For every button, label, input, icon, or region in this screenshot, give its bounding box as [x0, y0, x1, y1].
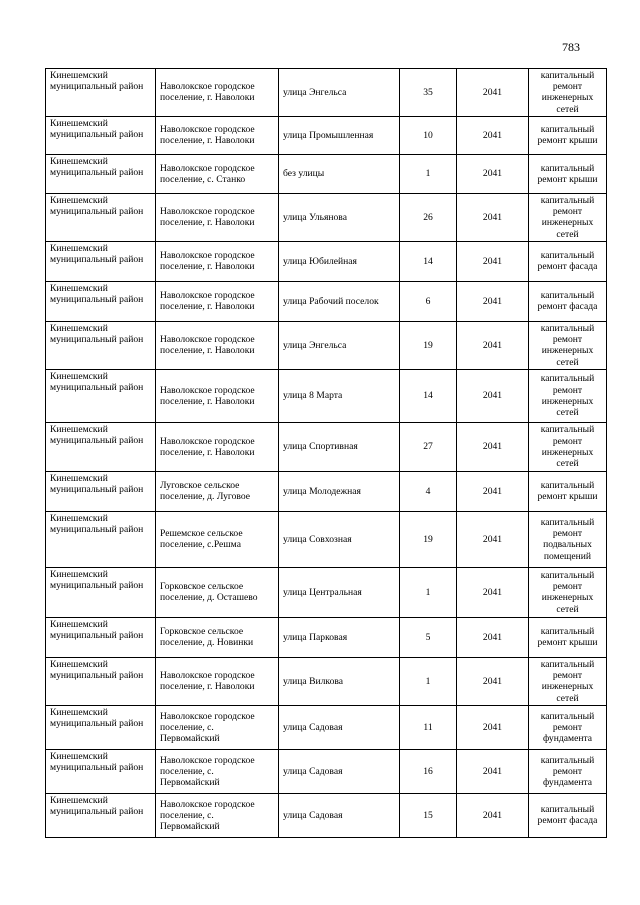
- table-row: [46, 281, 607, 321]
- street-cell: улица Центральная: [279, 567, 400, 617]
- house-number-cell: 5: [400, 617, 457, 657]
- house-number-cell: 1: [400, 657, 457, 705]
- district-cell: Кинешемский муниципальный район: [46, 154, 156, 193]
- year-cell: 2041: [457, 116, 529, 154]
- year-cell: 2041: [457, 471, 529, 511]
- house-number-cell: 35: [400, 69, 457, 117]
- settlement-cell: Наволокское городское поселение, г. Наволоки: [156, 69, 279, 117]
- street-cell: улица 8 Марта: [279, 369, 400, 422]
- year-cell: 2041: [457, 193, 529, 241]
- district-cell: Кинешемский муниципальный район: [46, 422, 156, 471]
- table-row: [46, 705, 607, 749]
- year-cell: 2041: [457, 749, 529, 793]
- settlement-cell: Наволокское городское поселение, г. Наволоки: [156, 116, 279, 154]
- work-type-cell: капитальный ремонт фасада: [529, 793, 607, 837]
- district-cell: Кинешемский муниципальный район: [46, 321, 156, 369]
- street-cell: улица Садовая: [279, 749, 400, 793]
- district-cell: Кинешемский муниципальный район: [46, 749, 156, 793]
- work-type-cell: капитальный ремонт фундамента: [529, 705, 607, 749]
- year-cell: 2041: [457, 321, 529, 369]
- table-row: [46, 567, 607, 617]
- district-cell: Кинешемский муниципальный район: [46, 369, 156, 422]
- table-row: [46, 193, 607, 241]
- district-cell: Кинешемский муниципальный район: [46, 471, 156, 511]
- table-row: [46, 617, 607, 657]
- house-number-cell: 27: [400, 422, 457, 471]
- settlement-cell: Горковское сельское поселение, д. Осташево: [156, 567, 279, 617]
- work-type-cell: капитальный ремонт подвальных помещений: [529, 511, 607, 567]
- house-number-cell: 19: [400, 511, 457, 567]
- table-row: [46, 511, 607, 567]
- registry-table: [45, 68, 607, 838]
- street-cell: улица Энгельса: [279, 69, 400, 117]
- settlement-cell: Наволокское городское поселение, г. Наволоки: [156, 369, 279, 422]
- district-cell: Кинешемский муниципальный район: [46, 511, 156, 567]
- street-cell: улица Рабочий поселок: [279, 281, 400, 321]
- table-row: [46, 154, 607, 193]
- work-type-cell: капитальный ремонт фасада: [529, 241, 607, 281]
- registry-table-body: [46, 69, 607, 838]
- district-cell: Кинешемский муниципальный район: [46, 69, 156, 117]
- year-cell: 2041: [457, 793, 529, 837]
- work-type-cell: капитальный ремонт крыши: [529, 617, 607, 657]
- settlement-cell: Наволокское городское поселение, г. Наволоки: [156, 281, 279, 321]
- house-number-cell: 6: [400, 281, 457, 321]
- table-row: [46, 241, 607, 281]
- district-cell: Кинешемский муниципальный район: [46, 567, 156, 617]
- street-cell: улица Садовая: [279, 705, 400, 749]
- street-cell: без улицы: [279, 154, 400, 193]
- year-cell: 2041: [457, 657, 529, 705]
- street-cell: улица Юбилейная: [279, 241, 400, 281]
- work-type-cell: капитальный ремонт фундамента: [529, 749, 607, 793]
- house-number-cell: 11: [400, 705, 457, 749]
- house-number-cell: 26: [400, 193, 457, 241]
- year-cell: 2041: [457, 281, 529, 321]
- settlement-cell: Луговское сельское поселение, д. Луговое: [156, 471, 279, 511]
- page-number: 783: [562, 40, 580, 54]
- settlement-cell: Наволокское городское поселение, с. Первомайский: [156, 793, 279, 837]
- year-cell: 2041: [457, 422, 529, 471]
- settlement-cell: Наволокское городское поселение, г. Наволоки: [156, 321, 279, 369]
- work-type-cell: капитальный ремонт крыши: [529, 471, 607, 511]
- settlement-cell: Наволокское городское поселение, г. Наволоки: [156, 657, 279, 705]
- house-number-cell: 19: [400, 321, 457, 369]
- district-cell: Кинешемский муниципальный район: [46, 617, 156, 657]
- district-cell: Кинешемский муниципальный район: [46, 281, 156, 321]
- settlement-cell: Наволокское городское поселение, с. Первомайский: [156, 705, 279, 749]
- settlement-cell: Горковское сельское поселение, д. Новинки: [156, 617, 279, 657]
- settlement-cell: Решемское сельское поселение, с.Решма: [156, 511, 279, 567]
- year-cell: 2041: [457, 705, 529, 749]
- year-cell: 2041: [457, 511, 529, 567]
- street-cell: улица Парковая: [279, 617, 400, 657]
- work-type-cell: капитальный ремонт фасада: [529, 281, 607, 321]
- table-row: [46, 321, 607, 369]
- year-cell: 2041: [457, 154, 529, 193]
- work-type-cell: капитальный ремонт инженерных сетей: [529, 193, 607, 241]
- house-number-cell: 4: [400, 471, 457, 511]
- work-type-cell: капитальный ремонт крыши: [529, 116, 607, 154]
- street-cell: улица Энгельса: [279, 321, 400, 369]
- work-type-cell: капитальный ремонт инженерных сетей: [529, 567, 607, 617]
- district-cell: Кинешемский муниципальный район: [46, 116, 156, 154]
- year-cell: 2041: [457, 241, 529, 281]
- district-cell: Кинешемский муниципальный район: [46, 241, 156, 281]
- work-type-cell: капитальный ремонт крыши: [529, 154, 607, 193]
- table-row: [46, 471, 607, 511]
- district-cell: Кинешемский муниципальный район: [46, 705, 156, 749]
- house-number-cell: 16: [400, 749, 457, 793]
- district-cell: Кинешемский муниципальный район: [46, 657, 156, 705]
- table-row: [46, 69, 607, 117]
- district-cell: Кинешемский муниципальный район: [46, 193, 156, 241]
- work-type-cell: капитальный ремонт инженерных сетей: [529, 69, 607, 117]
- year-cell: 2041: [457, 567, 529, 617]
- table-row: [46, 793, 607, 837]
- table-row: [46, 749, 607, 793]
- work-type-cell: капитальный ремонт инженерных сетей: [529, 369, 607, 422]
- house-number-cell: 14: [400, 369, 457, 422]
- house-number-cell: 1: [400, 567, 457, 617]
- street-cell: улица Вилкова: [279, 657, 400, 705]
- table-row: [46, 116, 607, 154]
- table-row: [46, 657, 607, 705]
- work-type-cell: капитальный ремонт инженерных сетей: [529, 657, 607, 705]
- table-row: [46, 422, 607, 471]
- work-type-cell: капитальный ремонт инженерных сетей: [529, 321, 607, 369]
- house-number-cell: 10: [400, 116, 457, 154]
- settlement-cell: Наволокское городское поселение, г. Наволоки: [156, 422, 279, 471]
- table-row: [46, 369, 607, 422]
- house-number-cell: 14: [400, 241, 457, 281]
- settlement-cell: Наволокское городское поселение, с. Первомайский: [156, 749, 279, 793]
- year-cell: 2041: [457, 617, 529, 657]
- settlement-cell: Наволокское городское поселение, с. Станко: [156, 154, 279, 193]
- house-number-cell: 1: [400, 154, 457, 193]
- settlement-cell: Наволокское городское поселение, г. Наволоки: [156, 193, 279, 241]
- street-cell: улица Садовая: [279, 793, 400, 837]
- street-cell: улица Промышленная: [279, 116, 400, 154]
- year-cell: 2041: [457, 69, 529, 117]
- street-cell: улица Совхозная: [279, 511, 400, 567]
- house-number-cell: 15: [400, 793, 457, 837]
- street-cell: улица Молодежная: [279, 471, 400, 511]
- year-cell: 2041: [457, 369, 529, 422]
- settlement-cell: Наволокское городское поселение, г. Наволоки: [156, 241, 279, 281]
- street-cell: улица Ульянова: [279, 193, 400, 241]
- work-type-cell: капитальный ремонт инженерных сетей: [529, 422, 607, 471]
- street-cell: улица Спортивная: [279, 422, 400, 471]
- district-cell: Кинешемский муниципальный район: [46, 793, 156, 837]
